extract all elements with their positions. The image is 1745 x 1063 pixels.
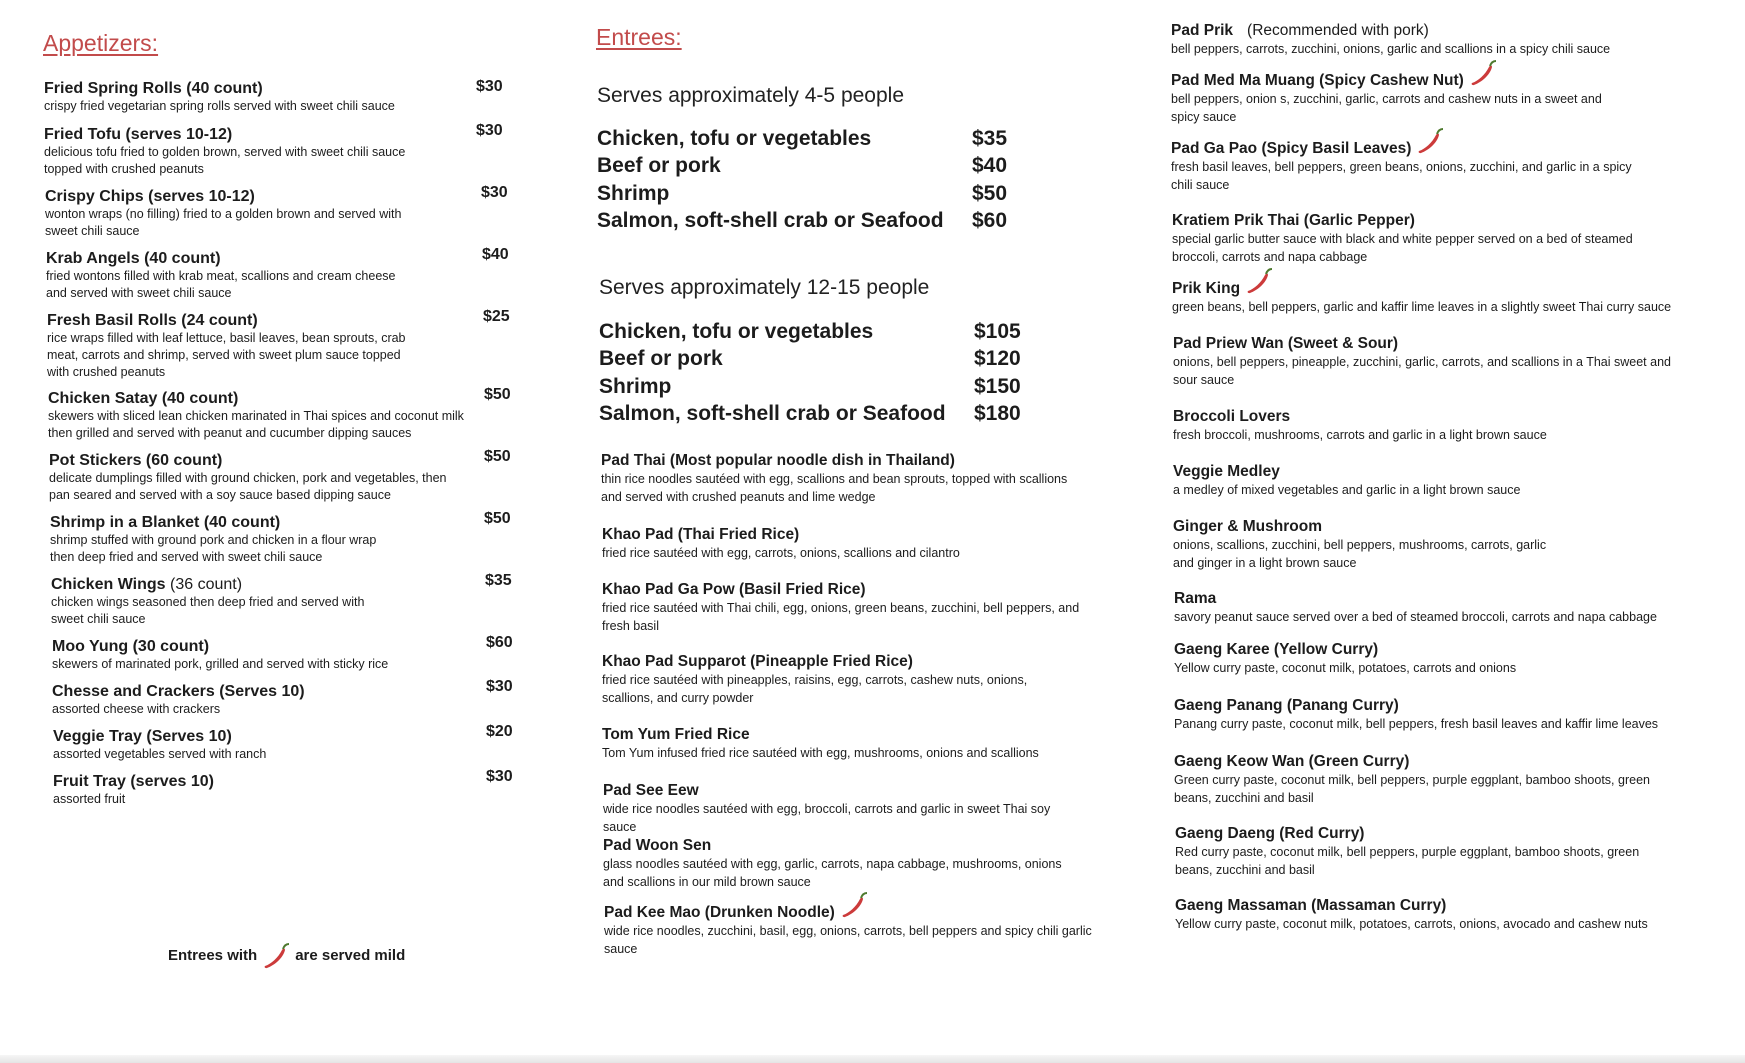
entree-dish xyxy=(602,580,1082,635)
entrees-heading: Entrees: xyxy=(596,24,682,50)
appetizer-name: Fried Tofu (serves 10-12) xyxy=(44,126,233,143)
dish-description: onions, scallions, zucchini, bell peppers, mushrooms, carrots, garlic and ginger in a light brown sauce xyxy=(1173,538,1547,570)
dish-name: Khao Pad Supparot (Pineapple Fried Rice) xyxy=(602,653,913,670)
entree-dish xyxy=(1174,640,1704,677)
price-row-value: $40 xyxy=(972,154,1008,178)
dish-description: wide rice noodles sautéed with egg, broccoli, carrots and garlic in sweet Thai soy sauce xyxy=(603,802,1051,834)
entree-dish xyxy=(604,903,1094,958)
appetizer-item xyxy=(46,246,566,302)
dish-description: onions, bell peppers, pineapple, zucchini, garlic, carrots, and scallions in a Thai sweet and sour sauce xyxy=(1173,355,1671,387)
dish-description: Red curry paste, coconut milk, bell peppers, purple eggplant, bamboo shoots, green beans, zucchini and basil xyxy=(1175,845,1640,877)
dish-description: fresh broccoli, mushrooms, carrots and garlic in a light brown sauce xyxy=(1173,428,1547,442)
dish-name: Broccoli Lovers xyxy=(1173,408,1291,425)
appetizer-price: $50 xyxy=(484,448,511,465)
dish-name-text: Pad Med Ma Muang (Spicy Cashew Nut) xyxy=(1171,72,1464,89)
entree-dish xyxy=(1173,517,1563,572)
appetizer-item xyxy=(52,634,572,673)
price-row-value: $35 xyxy=(972,126,1008,150)
dish-name: Gaeng Daeng (Red Curry) xyxy=(1175,825,1365,842)
dish-name-text: Pad Kee Mao (Drunken Noodle) xyxy=(604,904,835,921)
entree-dish xyxy=(1172,211,1642,266)
legend-text-after: are served mild xyxy=(295,946,406,964)
dish-name: Gaeng Keow Wan (Green Curry) xyxy=(1174,753,1410,770)
spicy-legend xyxy=(168,940,405,970)
chili-pepper-icon xyxy=(261,940,291,970)
entree-dish xyxy=(602,725,1082,762)
price-row-name: Shrimp xyxy=(597,181,670,205)
dish-name: Khao Pad Ga Pow (Basil Fried Rice) xyxy=(602,581,866,598)
appetizer-item xyxy=(45,184,565,240)
price-row xyxy=(599,346,1021,374)
dish-description: green beans, bell peppers, garlic and kaffir lime leaves in a slightly sweet Thai curry sauce xyxy=(1172,300,1672,314)
entree-dish xyxy=(1174,589,1704,626)
appetizer-item xyxy=(47,308,567,381)
price-row xyxy=(599,401,1021,429)
price-table-small xyxy=(597,125,1007,235)
dish-description: Yellow curry paste, coconut milk, potatoes, carrots, onions, avocado and cashew nuts xyxy=(1175,917,1648,931)
dish-name xyxy=(604,903,1094,922)
price-row-value: $50 xyxy=(972,181,1008,205)
appetizer-name: Krab Angels (40 count) xyxy=(46,250,221,267)
price-row-name: Chicken, tofu or vegetables xyxy=(599,319,874,343)
dish-description: bell peppers, carrots, zucchini, onions, garlic and scallions in a spicy chili sauce xyxy=(1171,42,1611,56)
price-row xyxy=(597,208,1007,236)
appetizers-heading: Appetizers: xyxy=(43,30,159,56)
dish-name: Gaeng Karee (Yellow Curry) xyxy=(1174,641,1379,658)
appetizer-price: $30 xyxy=(486,678,513,695)
price-row-name: Salmon, soft-shell crab or Seafood xyxy=(599,402,946,426)
entree-dish xyxy=(1173,334,1673,389)
appetizer-description: skewers of marinated pork, grilled and served with sticky rice xyxy=(52,657,389,671)
entree-dish xyxy=(1173,407,1673,444)
dish-name-text: Pad Ga Pao (Spicy Basil Leaves) xyxy=(1171,140,1412,157)
price-row xyxy=(597,153,1007,181)
appetizer-name-text: Chicken Wings xyxy=(51,576,166,593)
dish-description: special garlic butter sauce with black and white pepper served on a bed of steamed broccoli, carrots and napa cabbage xyxy=(1172,232,1633,264)
serves-small-label: Serves approximately 4-5 people xyxy=(597,84,905,107)
appetizer-item xyxy=(50,510,570,566)
dish-description: Green curry paste, coconut milk, bell peppers, purple eggplant, bamboo shoots, green beans, zucchini and basil xyxy=(1174,773,1650,805)
appetizer-description: fried wontons filled with krab meat, scallions and cream cheese and served with sweet chili sauce xyxy=(46,269,396,300)
appetizer-name: Veggie Tray (Serves 10) xyxy=(53,728,232,745)
dish-name: Pad Thai (Most popular noodle dish in Thailand) xyxy=(601,452,955,469)
appetizer-name: Pot Stickers (60 count) xyxy=(49,452,223,469)
dish-name-text: Prik King xyxy=(1172,280,1241,297)
dish-name xyxy=(1172,279,1692,298)
serves-large-label: Serves approximately 12-15 people xyxy=(599,276,930,299)
appetizer-price: $25 xyxy=(483,308,510,325)
entree-dish xyxy=(603,781,1083,836)
dish-name-text: Pad Prik xyxy=(1171,22,1234,39)
chili-pepper-icon xyxy=(1468,57,1498,87)
dish-name: Khao Pad (Thai Fried Rice) xyxy=(602,526,800,543)
entree-dish xyxy=(603,836,1083,891)
dish-description: fried rice sautéed with pineapples, raisins, egg, carrots, cashew nuts, onions, scallions, and curry powder xyxy=(602,673,1028,705)
appetizer-description: assorted cheese with crackers xyxy=(52,702,221,716)
entree-dish xyxy=(1171,139,1641,194)
appetizer-description: rice wraps filled with leaf lettuce, basil leaves, bean sprouts, crab meat, carrots and shrimp, served with sweet plum sauce topped with crushed peanuts xyxy=(47,331,406,379)
dish-name: Pad Priew Wan (Sweet & Sour) xyxy=(1173,335,1399,352)
appetizer-name: Moo Yung (30 count) xyxy=(52,638,210,655)
price-row-value: $105 xyxy=(974,319,1021,343)
appetizer-price: $50 xyxy=(484,510,511,527)
appetizer-description: assorted vegetables served with ranch xyxy=(53,747,267,761)
entree-dish xyxy=(1175,896,1705,933)
appetizer-item xyxy=(52,678,572,718)
price-row-value: $150 xyxy=(974,374,1021,398)
appetizer-item xyxy=(49,448,569,504)
dish-description: fried rice sautéed with Thai chili, egg, onions, green beans, zucchini, bell peppers, and fresh basil xyxy=(602,601,1080,633)
appetizer-price: $35 xyxy=(485,572,512,589)
dish-description: a medley of mixed vegetables and garlic in a light brown sauce xyxy=(1173,483,1521,497)
dish-name: Gaeng Massaman (Massaman Curry) xyxy=(1175,897,1447,914)
dish-description: fried rice sautéed with egg, carrots, onions, scallions and cilantro xyxy=(602,546,960,560)
dish-name: Gaeng Panang (Panang Curry) xyxy=(1174,697,1399,714)
appetizer-name-note: (36 count) xyxy=(170,576,243,593)
price-row-name: Chicken, tofu or vegetables xyxy=(597,126,872,150)
entree-dish xyxy=(1171,21,1641,58)
appetizer-item xyxy=(53,768,573,808)
dish-description: glass noodles sautéed with egg, garlic, carrots, napa cabbage, mushrooms, onions and scallions in our mild brown sauce xyxy=(603,857,1062,889)
appetizer-name: Shrimp in a Blanket (40 count) xyxy=(50,514,281,531)
price-row-value: $120 xyxy=(974,347,1021,371)
dish-description: Panang curry paste, coconut milk, bell peppers, fresh basil leaves and kaffir lime leaves xyxy=(1174,717,1659,731)
appetizer-description: assorted fruit xyxy=(53,792,126,806)
entree-dish xyxy=(1174,696,1704,733)
entree-dish xyxy=(1172,279,1692,316)
page-bottom-edge xyxy=(0,1055,1745,1063)
appetizer-description: delicious tofu fried to golden brown, served with sweet chili sauce topped with crushed peanuts xyxy=(44,145,406,176)
appetizer-name: Chicken Satay (40 count) xyxy=(48,390,239,407)
price-row-name: Beef or pork xyxy=(597,154,721,178)
dish-description: fresh basil leaves, bell peppers, green beans, onions, zucchini, and garlic in a spicy chili sauce xyxy=(1171,160,1632,192)
dish-description: wide rice noodles, zucchini, basil, egg, onions, carrots, bell peppers and spicy chili garlic sauce xyxy=(604,924,1092,956)
dish-description: thin rice noodles sautéed with egg, scallions and bean sprouts, topped with scallions and served with crushed peanuts and lime wedge xyxy=(601,472,1068,504)
entree-dish xyxy=(1174,752,1674,807)
dish-name: Rama xyxy=(1174,590,1217,607)
appetizer-description: wonton wraps (no filling) fried to a golden brown and served with sweet chili sauce xyxy=(45,207,402,238)
dish-name: Tom Yum Fried Rice xyxy=(602,726,750,743)
dish-name xyxy=(1171,71,1621,90)
appetizer-item xyxy=(44,79,564,115)
dish-name: Veggie Medley xyxy=(1173,463,1280,480)
chili-pepper-icon xyxy=(1244,265,1274,295)
appetizer-description: shrimp stuffed with ground pork and chicken in a flour wrap then deep fried and served with sweet chili sauce xyxy=(50,533,377,564)
appetizer-description: skewers with sliced lean chicken marinated in Thai spices and coconut milk then grilled and served with peanut and cucumber dipping sauces xyxy=(48,409,464,440)
appetizer-description: crispy fried vegetarian spring rolls served with sweet chili sauce xyxy=(44,99,395,113)
price-row xyxy=(599,373,1021,401)
dish-name: Kratiem Prik Thai (Garlic Pepper) xyxy=(1172,212,1415,229)
appetizer-item xyxy=(51,572,571,628)
appetizer-name: Crispy Chips (serves 10-12) xyxy=(45,188,255,205)
price-row-value: $180 xyxy=(974,402,1021,426)
appetizer-price: $40 xyxy=(482,246,509,263)
appetizer-name: Fruit Tray (serves 10) xyxy=(53,773,214,790)
entree-dish xyxy=(1173,462,1673,499)
price-row xyxy=(597,125,1007,153)
appetizer-item xyxy=(44,122,564,178)
appetizer-name: Fresh Basil Rolls (24 count) xyxy=(47,312,258,329)
price-row xyxy=(599,318,1021,346)
entree-dish xyxy=(1175,824,1675,879)
appetizer-price: $30 xyxy=(476,78,503,95)
appetizer-description: chicken wings seasoned then deep fried and served with sweet chili sauce xyxy=(51,595,365,626)
appetizer-description: delicate dumplings filled with ground chicken, pork and vegetables, then pan seared and served with a soy sauce based dipping sauce xyxy=(49,471,447,502)
price-row-name: Salmon, soft-shell crab or Seafood xyxy=(597,209,944,233)
appetizer-name: Chesse and Crackers (Serves 10) xyxy=(52,683,305,700)
legend-text-before: Entrees with xyxy=(168,946,258,964)
appetizer-item xyxy=(53,723,573,763)
dish-name xyxy=(1171,21,1641,40)
dish-description: bell peppers, onion s, zucchini, garlic, carrots and cashew nuts in a sweet and spicy sauce xyxy=(1171,92,1602,124)
appetizer-price: $20 xyxy=(486,723,513,740)
appetizer-name: Fried Spring Rolls (40 count) xyxy=(44,80,263,97)
price-row xyxy=(597,180,1007,208)
dish-description: Yellow curry paste, coconut milk, potatoes, carrots and onions xyxy=(1174,661,1517,675)
price-row-value: $60 xyxy=(972,209,1008,233)
appetizer-price: $30 xyxy=(486,768,513,785)
dish-name: Pad Woon Sen xyxy=(603,837,712,854)
dish-name xyxy=(1171,139,1641,158)
entree-dish xyxy=(601,451,1071,506)
entree-dish xyxy=(602,525,1072,562)
entree-dish xyxy=(1171,71,1621,126)
chili-pepper-icon xyxy=(1415,125,1445,155)
dish-name-note: (Recommended with pork) xyxy=(1247,22,1429,39)
price-table-large xyxy=(599,318,1021,428)
appetizer-item xyxy=(48,386,568,442)
appetizer-price: $30 xyxy=(481,184,508,201)
chili-pepper-icon xyxy=(839,889,869,919)
price-row-name: Beef or pork xyxy=(599,347,723,371)
entree-dish xyxy=(602,652,1082,707)
dish-description: savory peanut sauce served over a bed of steamed broccoli, carrots and napa cabbage xyxy=(1174,610,1657,624)
dish-description: Tom Yum infused fried rice sautéed with egg, mushrooms, onions and scallions xyxy=(602,746,1039,760)
price-row-name: Shrimp xyxy=(599,374,672,398)
dish-name: Ginger & Mushroom xyxy=(1173,518,1322,535)
dish-name: Pad See Eew xyxy=(603,782,699,799)
appetizer-price: $30 xyxy=(476,122,503,139)
appetizer-price: $50 xyxy=(484,386,511,403)
appetizer-price: $60 xyxy=(486,634,513,651)
